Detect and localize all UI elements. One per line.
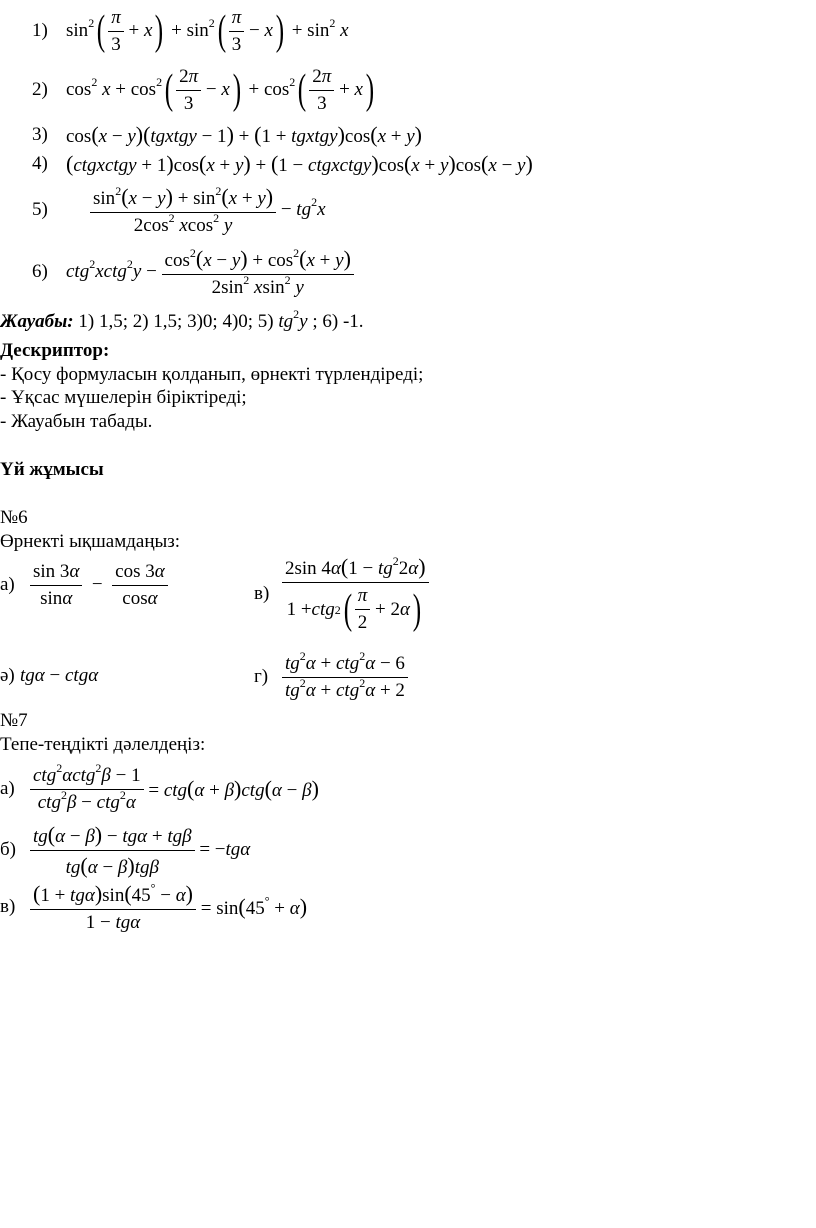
task-label: а) xyxy=(0,574,15,595)
descriptor-item: - Ұқсас мүшелерін біріктіреді; xyxy=(0,387,247,408)
task-label: г) xyxy=(254,666,269,687)
exercise-label: 1) xyxy=(32,20,48,41)
answer-line: Жауабы: 1) 1,5; 2) 1,5; 3)0; 4)0; 5) $tg^2y$ ; 6) -1. xyxy=(0,307,364,332)
task-label: а) xyxy=(0,778,15,799)
task6-instruction: Өрнекті ықшамдаңыз: xyxy=(0,531,181,552)
exercise-3: 3) cos(x − y)(tgxtgy − 1) + (1 + tgxtgy)cos(x + y) xyxy=(32,122,422,147)
task6-v: в) 2sin $4\alpha(1 - tg^22\alpha)$ 1 + ctg 2 ( $\frac{\pi}{2}$ + 2α ) xyxy=(254,548,429,640)
task-label: б) xyxy=(0,839,16,860)
task6-ae: ә) tgα − ctgα xyxy=(0,665,99,686)
exercise-label: 3) xyxy=(32,124,48,145)
task7-number: №7 xyxy=(0,710,28,731)
task7-b: б) $\frac{\text{tg(α − β) − tgα + tgβ}}{\text{tg(α − β)tgβ}}$ = −tgα xyxy=(0,821,251,878)
descriptor-item: - Қосу формуласын қолданып, өрнекті түрлендіреді; xyxy=(0,364,424,385)
exercise-label: 5) xyxy=(32,199,48,220)
exercise-6: 6) ctg$^2$xctg$^2$y − $\frac{\cos^2(x - y) + \cos^2(x + y)}{2\sin^2 xsin^2 y}$ xyxy=(32,242,354,302)
homework-title: Үй жұмысы xyxy=(0,459,104,480)
task6-g: г) $\frac{tg^2\alpha + ctg^2\alpha - 6}{tg^2\alpha + ctg^2\alpha + 2}$ xyxy=(254,648,408,706)
answer-values-part1: 1) 1,5; 2) 1,5; 3)0; 4)0; 5) xyxy=(78,311,274,332)
exercise-label: 4) xyxy=(32,153,48,174)
exercise-label: 2) xyxy=(32,79,48,100)
task6-a: а) $\frac{\sin 3\alpha}{\sin\alpha}$ − $\frac{\cos 3\alpha}{\cos\alpha}$ xyxy=(0,556,168,614)
answer-values-part2: ; 6) -1. xyxy=(312,311,364,332)
descriptor-title: Дескриптор: xyxy=(0,340,110,361)
task7-v: в) $\frac{(1 + tg\alpha)\sin(45^\circ - \alpha)}{\text{1 − tgα}}$ = sin(45° + α) xyxy=(0,880,308,933)
exercise-2: 2) $\cos^2 x + \cos^2$ ( $\frac{2\pi}{3}$ − x ) + $\cos^2$ ( $\frac{2\pi}{3}$ + x ) xyxy=(32,65,375,114)
descriptor-item: - Жауабын табады. xyxy=(0,411,153,432)
exercise-4: 4) (ctgxctgy + 1)cos(x + y) + (1 − ctgxctgy)cos(x + y)cos(x − y) xyxy=(32,151,533,176)
exercise-label: 6) xyxy=(32,261,48,282)
exercise-1: 1) $\sin^2$ ( $\frac{\pi}{3}$ + x ) + $\sin^2$ ( $\frac{\pi}{3}$ − x ) + $\sin^2 x$ xyxy=(32,6,349,55)
task-label: ә) xyxy=(0,665,15,686)
exercise-5: 5) $\frac{\sin^2(x - y) + \sin^2(x + y)}{2\cos^2 xcos^2 y}$ − $tg^2x$ xyxy=(32,183,326,236)
task-label: в) xyxy=(0,896,16,917)
task6-number: №6 xyxy=(0,507,28,528)
task7-a: а) $\frac{ctg^2\alpha ctg^2\beta - 1}{ctg^2\beta - ctg^2\alpha}$ = ctg(α + β)ctg(α − β) xyxy=(0,760,319,813)
answer-title: Жауабы: xyxy=(0,311,74,332)
task-label: в) xyxy=(254,583,270,604)
task7-instruction: Тепе-теңдікті дәлелдеңіз: xyxy=(0,734,206,755)
